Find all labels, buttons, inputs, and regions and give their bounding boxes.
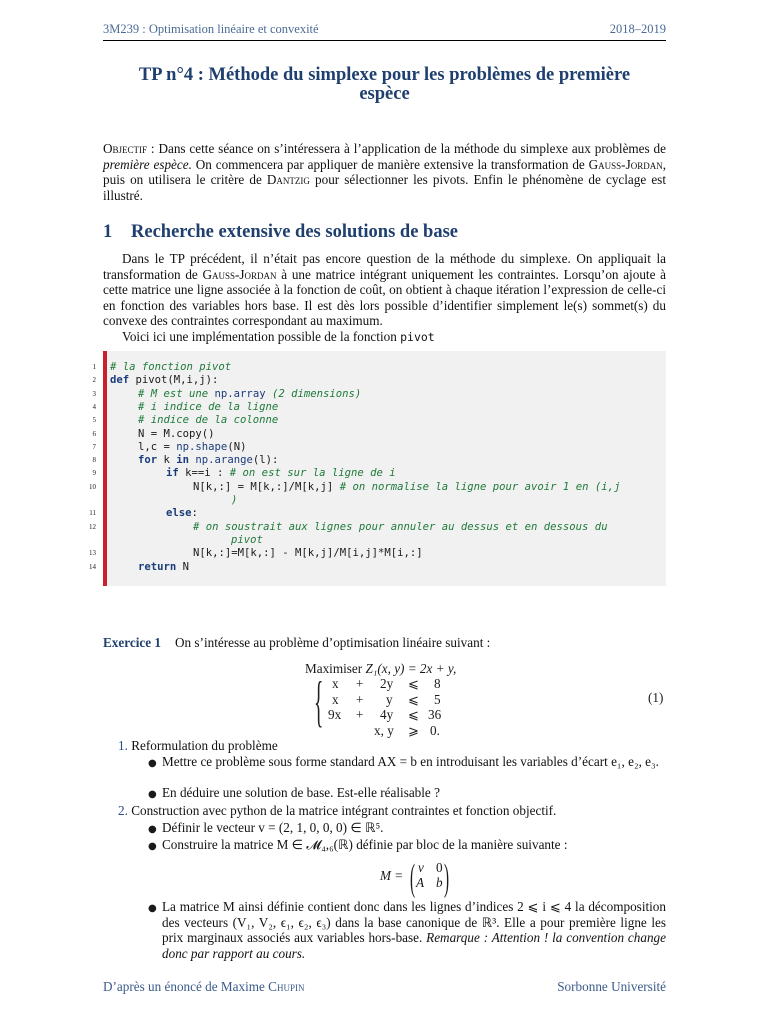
matrix-paren-left: (	[410, 857, 416, 899]
matrix-cell: A	[416, 875, 425, 890]
header-year: 2018–2019	[609, 22, 666, 36]
constraint-system	[322, 676, 462, 740]
line-number: 10	[89, 482, 96, 491]
code-comment: # M est une	[138, 387, 215, 400]
code-keyword: for	[138, 454, 158, 467]
code-text: pivot(M,i,j):	[129, 374, 219, 387]
page-title	[103, 66, 666, 104]
sys-cell: 8	[434, 676, 441, 691]
item-1	[118, 738, 278, 754]
matrix-lhs: M =	[380, 868, 404, 883]
code-line-1	[110, 361, 231, 374]
code-line-13	[193, 547, 423, 560]
code-comment: )	[231, 494, 238, 506]
bullet-item: En déduire une solution de base. Est-elle réalisable ?	[162, 785, 440, 800]
code-line-8	[138, 454, 278, 467]
intro-paragraph-2	[103, 329, 666, 346]
bullet-icon: ●	[148, 903, 157, 914]
code-line-10	[193, 481, 620, 494]
exercise-intro: On s’intéresse au problème d’optimisation linéaire suivant :	[175, 635, 491, 650]
code-comment: # la fonction pivot	[110, 361, 232, 373]
sys-cell: +	[356, 691, 364, 707]
sys-cell: 4y	[380, 707, 394, 722]
code-line-12-cont	[231, 534, 263, 547]
code-function: np.arange	[189, 454, 253, 467]
code-comment: pivot	[231, 533, 263, 546]
gauss-jordan-name: Gauss-Jordan	[588, 156, 663, 172]
objectif-paragraph	[103, 141, 666, 203]
item-number: 2.	[118, 803, 128, 818]
bullet-icon: ●	[148, 758, 157, 769]
exercise-label: Exercice 1	[103, 635, 161, 650]
line-number: 2	[92, 376, 96, 385]
code-comment: # on est sur la ligne de i	[229, 467, 396, 480]
intro-text	[103, 251, 666, 345]
sys-cell: 2y	[380, 676, 394, 691]
section-heading	[103, 222, 458, 243]
code-comment: # indice de la colonne	[138, 414, 279, 427]
equation-number: (1)	[648, 690, 664, 705]
footer-credit-text: D’après un énoncé de Maxime	[103, 979, 269, 994]
line-number: 13	[89, 549, 96, 558]
code-keyword: in	[176, 454, 190, 467]
section-number: 1	[103, 222, 113, 242]
code-keyword: if	[166, 467, 179, 480]
matrix-paren-right: )	[444, 857, 450, 899]
code-line-6	[138, 428, 215, 441]
sys-cell: y	[386, 691, 393, 707]
item-text: Construction avec python de la matrice intégrant contraintes et fonction objectif.	[131, 803, 557, 818]
bullet-item: Définir le vecteur v = (2, 1, 0, 0, 0) ∈ ℝ⁵.	[162, 820, 384, 835]
code-text: k==i :	[178, 467, 230, 480]
sys-cell: x	[332, 691, 339, 707]
maximiser-word: Maximiser	[305, 661, 363, 676]
line-number: 1	[92, 363, 96, 371]
code-comment: # on normalise la ligne pour avoir 1 en (i,j	[339, 480, 621, 493]
line-number: 3	[92, 389, 96, 398]
item-number: 1.	[118, 738, 128, 753]
code-line-14	[138, 561, 189, 574]
code-comment: (2 dimensions)	[265, 387, 362, 400]
code-text: N = M.copy()	[138, 427, 215, 440]
footer-credit	[103, 979, 304, 995]
title-line-1: TP n°4 : Méthode du simplexe pour les problèmes de première	[138, 65, 631, 85]
sys-cell: 36	[428, 707, 442, 722]
objectif-text-d: pour sélectionner les pivots. Enfin le phénomène de cyclage est illustré.	[103, 172, 666, 203]
footer-author: Chupin	[268, 979, 305, 994]
item-text: Reformulation du problème	[131, 738, 278, 753]
code-line-2	[110, 374, 218, 387]
code-lines	[0, 361, 768, 581]
line-number: 8	[92, 456, 96, 465]
code-text: k	[157, 454, 177, 467]
bullet-item: Mettre ce problème sous forme standard AX = b en introduisant les variables d’écart e₁, e₂, e₃.	[162, 754, 659, 769]
sys-cell: ⩽	[408, 676, 420, 691]
item-2	[118, 803, 556, 819]
code-keyword: else	[166, 507, 192, 520]
line-number: 7	[92, 442, 96, 451]
line-number: 9	[92, 469, 96, 478]
bullet-icon: ●	[148, 841, 157, 852]
intro-p1-b: à une matrice intégrant uniquement les contraintes. Lorsqu’on ajoute à cette matrice une ligne associée à la fonction de coût, on obtient à chaque itération l’expression de celle-ci en fonction des variables hors base. Il est dès lors possible d’identifier simplement le(s) sommet(s) du convexe des contraintes correspondant au maximum.	[103, 266, 666, 328]
intro-gauss-jordan: Gauss-Jordan	[202, 266, 277, 282]
code-text: N[k,:]=M[k,:] - M[k,j]/M[i,j]*M[i,:]	[193, 547, 423, 560]
footer-institution: Sorbonne Université	[557, 979, 666, 994]
matrix-cell: b	[436, 875, 443, 890]
objectif-text-a: : Dans cette séance on s’intéressera à l’application de la méthode du simplexe aux problèmes de	[147, 141, 666, 156]
matrix-cell: 0	[436, 860, 443, 875]
matrix-cell: v	[418, 860, 424, 875]
objectif-emph: première espèce.	[103, 156, 192, 172]
code-comment: # i indice de la ligne	[138, 400, 279, 413]
sys-cell: ⩾	[408, 722, 420, 738]
line-number: 4	[92, 402, 96, 411]
line-number: 6	[92, 429, 96, 438]
code-text: (N)	[227, 440, 247, 453]
line-number: 11	[89, 509, 96, 518]
section-title: Recherche extensive des solutions de base	[131, 222, 458, 242]
code-comment: # on soustrait aux lignes pour annuler au dessus et en dessous du	[193, 520, 608, 533]
objective-line	[305, 661, 456, 677]
intro-code-pivot: pivot	[400, 329, 435, 344]
code-keyword: def	[110, 374, 130, 387]
objectif-text-b: On commencera par appliquer de manière extensive la transformation de	[191, 156, 589, 172]
code-line-3	[138, 388, 361, 401]
code-text: l,c =	[138, 440, 177, 453]
sys-cell: x, y	[374, 722, 394, 738]
code-text: N	[176, 560, 190, 573]
sys-cell: ⩽	[408, 691, 420, 707]
code-text: :	[191, 507, 198, 520]
line-number: 12	[89, 522, 96, 531]
code-line-4	[138, 401, 278, 414]
bullet-text: La matrice M ainsi définie contient donc dans les lignes d’indices 2 ⩽ i ⩽ 4 la décomposition des vecteurs (V₁, V₂, ϵ₁, ϵ₂, ϵ₃) dans la base canonique de ℝ³. Elle a pour première ligne les prix marginaux associés aux variables hors-base.	[162, 899, 666, 945]
code-line-5	[138, 414, 278, 427]
code-line-7	[138, 441, 246, 454]
bullet-icon: ●	[148, 824, 157, 835]
objectif-text-c: , puis on utilisera le critère de	[103, 156, 666, 187]
code-function: np.shape	[176, 440, 228, 453]
code-line-11	[166, 507, 198, 520]
code-line-10-cont	[231, 494, 237, 507]
line-number: 5	[92, 416, 96, 425]
dantzig-name: Dantzig	[266, 172, 310, 187]
sys-cell: x	[332, 676, 339, 691]
sys-cell: 5	[434, 691, 441, 707]
code-line-12	[193, 521, 608, 534]
code-text: N[k,:] = M[k,:]/M[k,j]	[193, 480, 340, 493]
code-keyword: return	[138, 560, 177, 573]
line-number: 14	[89, 562, 96, 571]
sys-cell: 9x	[328, 707, 342, 722]
code-text: (l):	[252, 454, 279, 467]
bullet-icon: ●	[148, 789, 157, 800]
objectif-label: Objectif	[103, 141, 148, 156]
sys-cell: 0.	[430, 722, 440, 738]
intro-p1-a: Dans le TP précédent, il n’était pas encore question de la méthode du simplexe. On appliquait la transformation de	[103, 251, 666, 282]
bullet-item-matrix-note	[162, 899, 666, 961]
remark-text: Remarque : Attention ! la convention change donc par rapport au cours.	[162, 930, 666, 961]
intro-p2: Voici ici une implémentation possible de la fonction	[122, 328, 401, 344]
header-course: 3M239 : Optimisation linéaire et convexité	[103, 22, 319, 36]
code-line-9	[166, 467, 396, 480]
objective-expression: Z₁(x, y) = 2x + y,	[365, 661, 457, 676]
code-function: np.array	[214, 387, 266, 400]
bullet-item: Construire la matrice M ∈ 𝓜₄,₆(ℝ) définie par bloc de la manière suivante :	[162, 837, 568, 852]
sys-cell: +	[356, 707, 364, 722]
system-brace: {	[314, 671, 324, 733]
title-line-2: espèce	[359, 84, 410, 104]
sys-cell: ⩽	[408, 707, 420, 722]
header-rule	[103, 40, 666, 41]
intro-paragraph-1	[103, 251, 666, 329]
sys-cell: +	[356, 676, 364, 691]
